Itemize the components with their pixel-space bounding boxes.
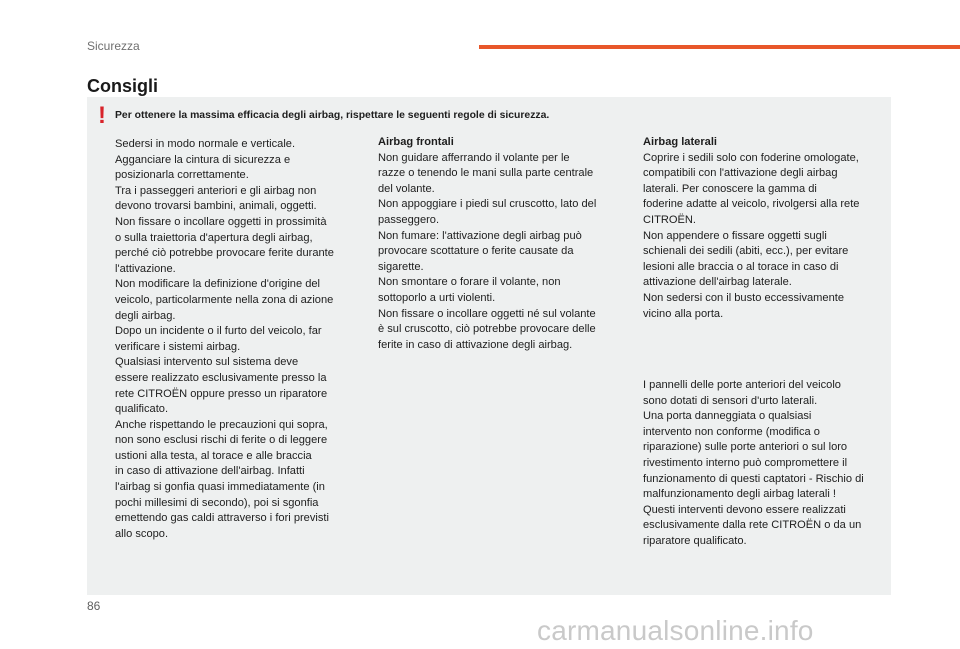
paragraph-line: veicolo, particolarmente nella zona di azione [115,293,334,306]
paragraph-line: funzionamento di questi captatori - Rischio di [643,472,864,485]
paragraph-line: Non appoggiare i piedi sul cruscotto, lato del [378,198,597,211]
paragraph-line: perché ciò potrebbe provocare ferite durante [115,247,334,260]
front-airbags-column [378,135,626,353]
paragraph-line: o sulla traiettoria d'apertura degli airbag, [115,231,313,244]
side-airbags-column [643,135,889,322]
paragraph-line: posizionarla correttamente. [115,169,249,182]
section-label: Sicurezza [87,39,140,53]
paragraph-line: attivazione dell'airbag laterale. [643,276,792,289]
paragraph-line: Anche rispettando le precauzioni qui sopra, [115,418,328,431]
paragraph-line: Questi interventi devono essere realizzati [643,503,846,516]
paragraph-line: vicino alla porta. [643,307,724,320]
paragraph-line: passeggero. [378,213,440,226]
side-airbags-heading: Airbag laterali [643,136,717,148]
front-airbags-heading: Airbag frontali [378,136,454,148]
paragraph-line: sottoporlo a urti violenti. [378,291,496,304]
paragraph-line: CITROËN. [643,213,697,226]
paragraph-line: riparazione) sulle porte anteriori o sul loro [643,441,848,454]
door-sensors-note [643,378,889,550]
exclamation-icon: ! [98,102,106,129]
paragraph-line: non sono esclusi rischi di ferite o di leggere [115,434,328,447]
paragraph-line: riparatore qualificato. [643,534,747,547]
paragraph-line: Non modificare la definizione d'origine del [115,278,321,291]
paragraph-line: Non guidare afferrando il volante per le [378,151,570,164]
paragraph-line: Non smontare o forare il volante, non [378,276,561,289]
paragraph-line: provocare scottature o ferite causate da [378,245,574,258]
paragraph-line: malfunzionamento degli airbag laterali ! [643,488,837,501]
warning-text: Per ottenere la massima efficacia degli airbag, rispettare le seguenti regole di sicurezza. [115,110,550,121]
paragraph-line: del volante. [378,182,435,195]
paragraph-line: l'airbag si gonfia quasi immediatamente (in [115,481,325,494]
paragraph-line: l'attivazione. [115,262,176,275]
paragraph-line: allo scopo. [115,527,169,540]
paragraph-line: esclusivamente dalla rete CITROËN o da un [643,519,862,532]
paragraph-line: sigarette. [378,260,424,273]
paragraph-line: Non fissare o incollare oggetti né sul volante [378,307,596,320]
paragraph-line: essere realizzato esclusivamente presso la [115,371,327,384]
paragraph-line: schienali dei sedili (abiti, ecc.), per evitare [643,245,849,258]
paragraph-line: emettendo gas caldi attraverso i fori previsti [115,512,329,525]
paragraph-line: Non appendere o fissare oggetti sugli [643,229,827,242]
paragraph-line: Non sedersi con il busto eccessivamente [643,291,845,304]
paragraph-line: degli airbag. [115,309,176,322]
paragraph-line: rete CITROËN oppure presso un riparatore [115,387,328,400]
watermark: carmanualsonline.info [537,615,814,646]
paragraph-line: pochi millesimi di secondo), poi si sgonfia [115,496,319,509]
paragraph-line: sono dotati di sensori d'urto laterali. [643,394,818,407]
paragraph-line: Una porta danneggiata o qualsiasi [643,410,812,423]
paragraph-line: Non fumare: l'attivazione degli airbag può [378,229,582,242]
page-number: 86 [87,599,101,613]
paragraph-line: rivestimento interno può compromettere il [643,456,848,469]
paragraph-line: lesioni alle braccia o al torace in caso di [643,260,839,273]
paragraph-line: ustioni alla testa, al torace e alle braccia [115,449,312,462]
paragraph-line: compatibili con l'attivazione degli airbag [643,167,838,180]
paragraph-line: Non fissare o incollare oggetti in prossimità [115,215,327,228]
paragraph-line: è sul cruscotto, ciò potrebbe provocare delle [378,323,596,336]
paragraph-line: intervento non conforme (modifica o [643,425,820,438]
paragraph-line: foderine adatte al veicolo, rivolgersi alla rete [643,198,860,211]
paragraph-line: devono trovarsi bambini, animali, oggetti. [115,200,317,213]
paragraph-line: ferite in caso di attivazione degli airbag. [378,338,573,351]
paragraph-line: qualificato. [115,403,169,416]
general-advice-column [115,137,365,542]
paragraph-line: Qualsiasi intervento sul sistema deve [115,356,299,369]
header-accent-bar [479,45,960,49]
paragraph-line: Agganciare la cintura di sicurezza e [115,153,291,166]
paragraph-line: laterali. Per conoscere la gamma di [643,182,817,195]
paragraph-line: verificare i sistemi airbag. [115,340,241,353]
paragraph-line: Sedersi in modo normale e verticale. [115,138,296,150]
paragraph-line: Coprire i sedili solo con foderine omologate, [643,151,859,164]
paragraph-line: I pannelli delle porte anteriori del veicolo [643,379,841,391]
paragraph-line: in caso di attivazione dell'airbag. Infatti [115,465,305,478]
paragraph-line: razze o tenendo le mani sulla parte centrale [378,167,594,180]
paragraph-line: Tra i passeggeri anteriori e gli airbag non [115,184,317,197]
page-title: Consigli [87,76,158,96]
paragraph-line: Dopo un incidente o il furto del veicolo, far [115,325,322,338]
